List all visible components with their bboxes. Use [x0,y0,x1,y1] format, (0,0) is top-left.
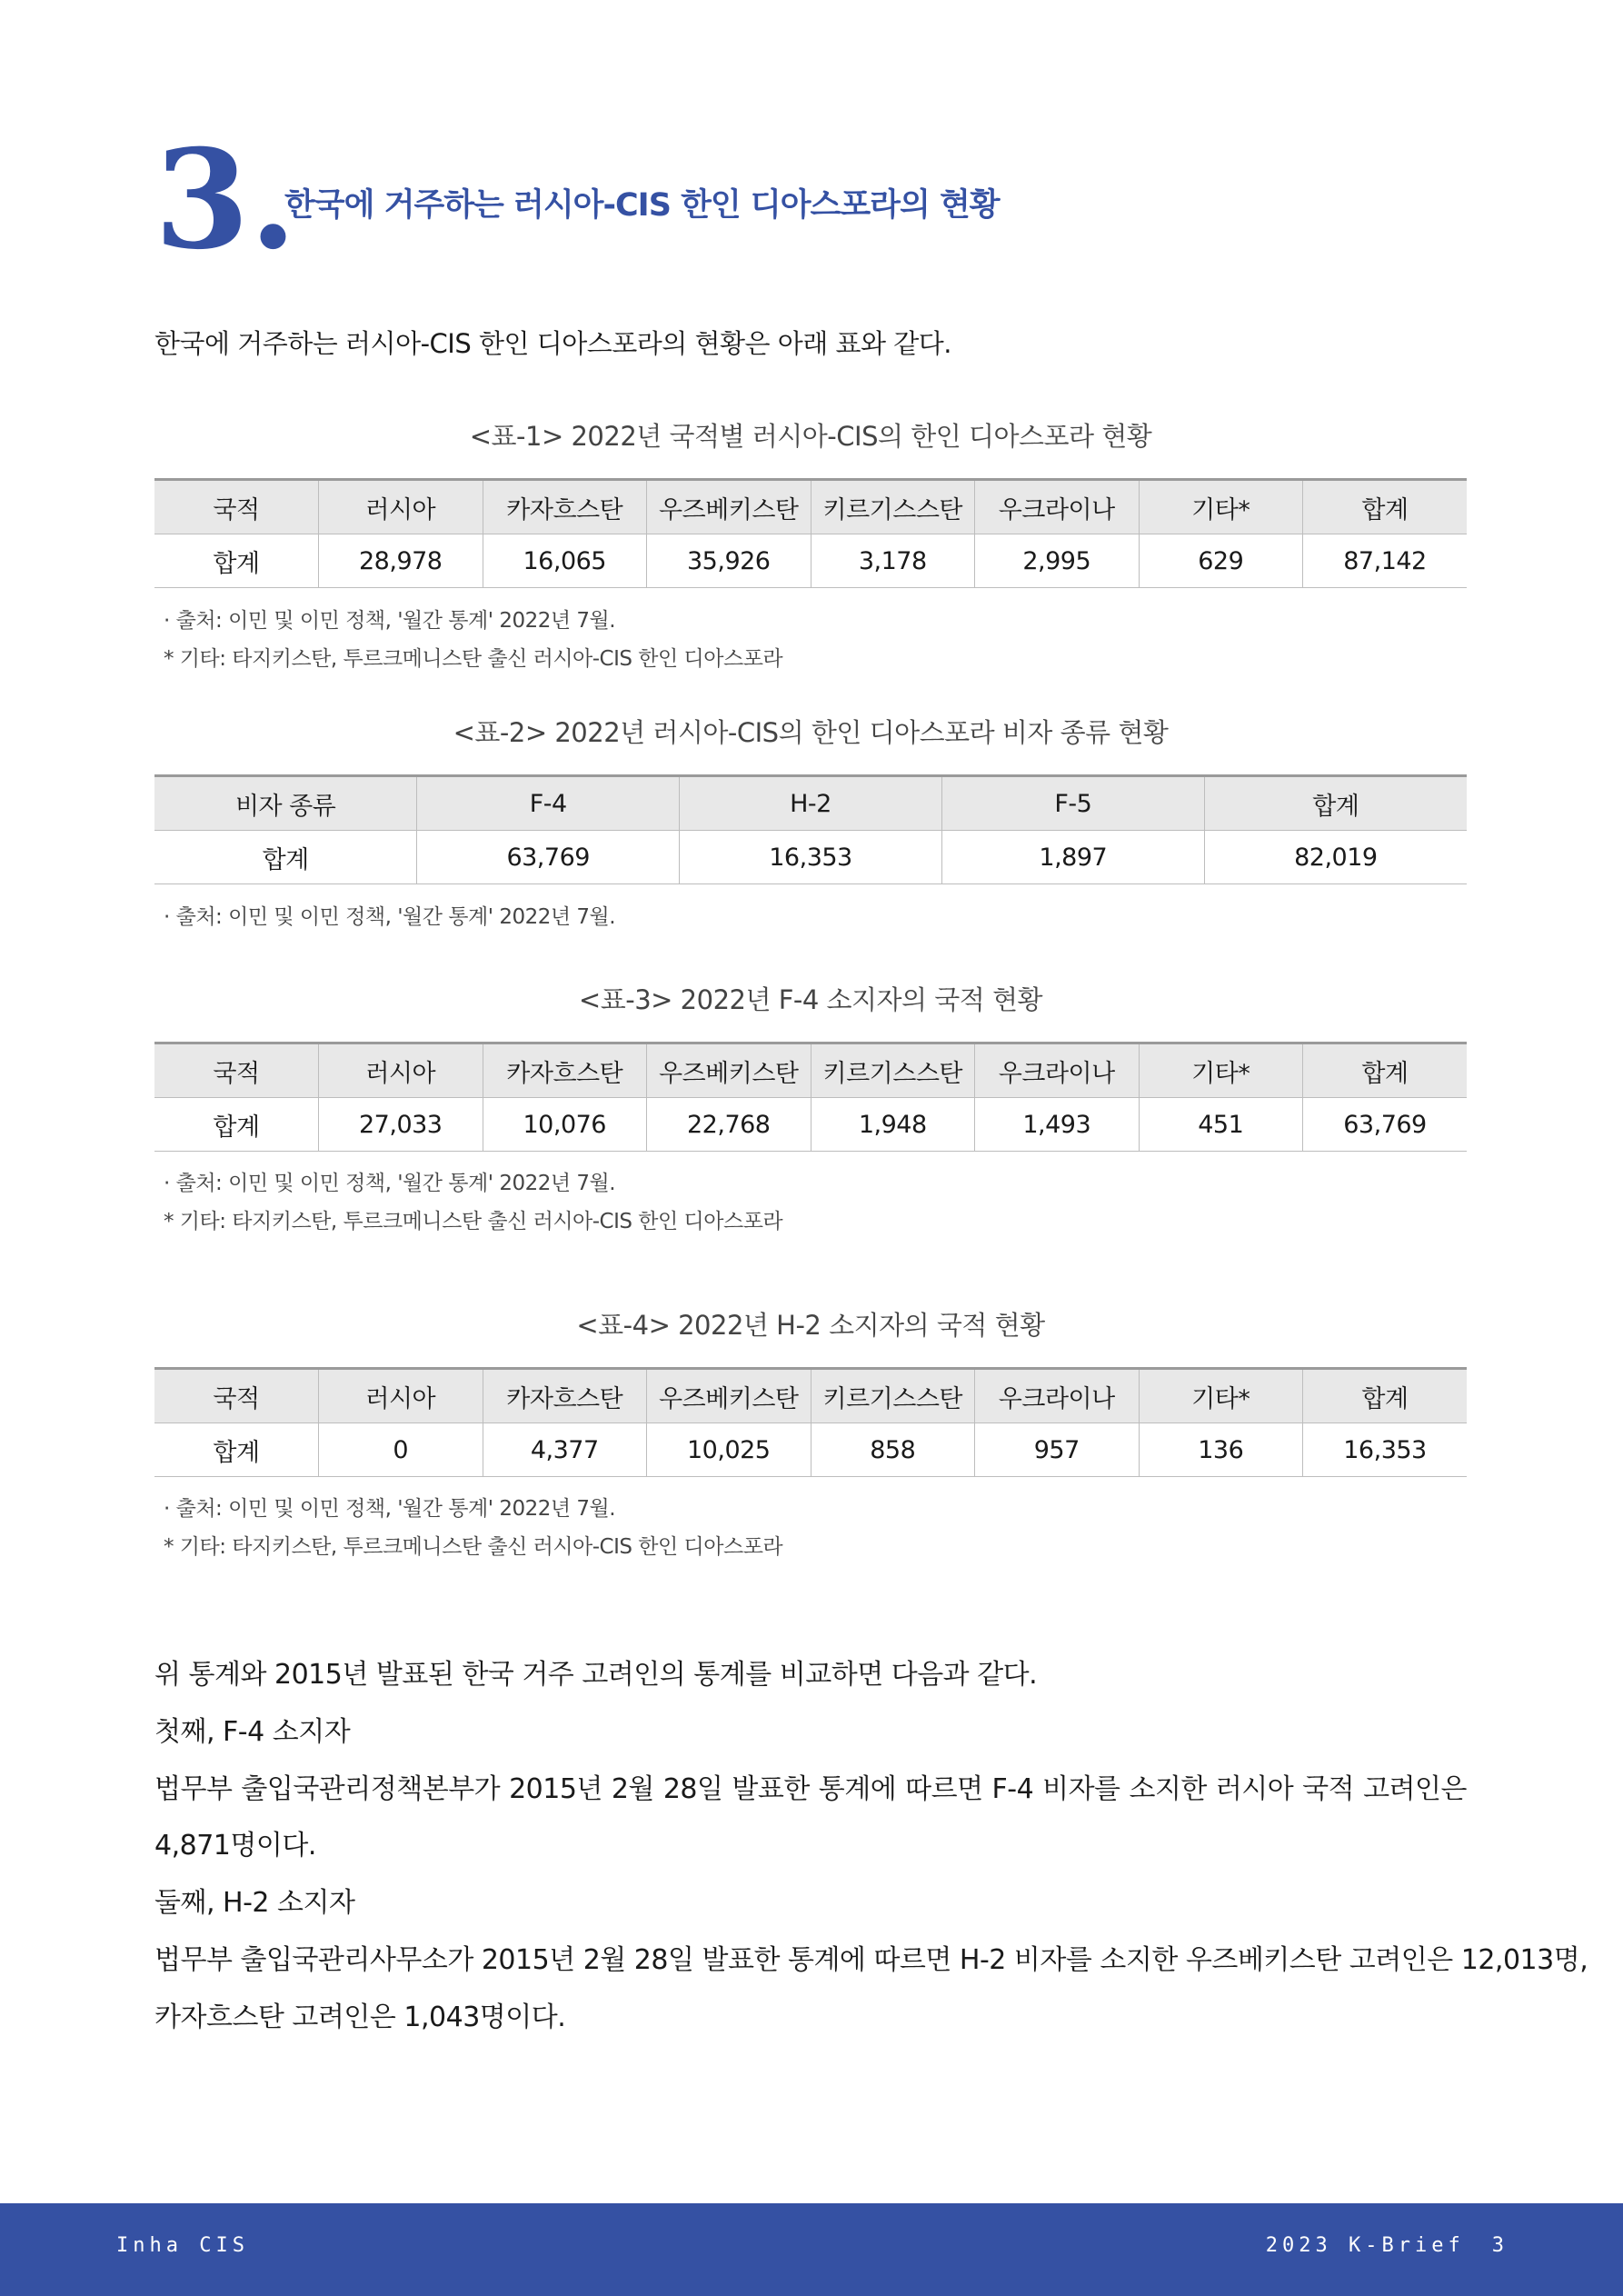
table-header-cell: 우크라이나 [975,480,1140,534]
first-point-text: 법무부 출입국관리정책본부가 2015년 2월 28일 발표한 통계에 따르면 F-4 비자를 소지한 러시아 국적 고려인은 [154,1773,1467,1805]
table-cell: 합계 [213,1438,260,1467]
table-cell: 16,353 [1303,1423,1468,1477]
table-header-cell: F-5 [941,776,1204,831]
footer-right [1266,2234,1508,2257]
table-header-cell: 러시아 [319,480,483,534]
table-header-cell: 기타* [1139,1369,1303,1423]
table-cell: 136 [1139,1423,1303,1477]
table-cell: 22,768 [647,1098,812,1152]
table-cell: 3,178 [811,534,975,588]
table-cell: 451 [1139,1098,1303,1152]
table-cell: 28,978 [319,534,483,588]
table-header-cell: 기타* [1139,480,1303,534]
table-4 [154,1367,1467,1477]
table-4-footnote: * 기타: 타지키스탄, 투르크메니스탄 출신 러시아-CIS 한인 디아스포라 [164,1535,783,1559]
table-header-cell: 키르기스스탄 [811,1043,975,1098]
table-header-row [154,776,1467,831]
page-number: 3 [1491,2234,1508,2257]
table-header-cell: 카자흐스탄 [483,1043,647,1098]
table-header-cell: 비자 종류 [154,776,417,831]
table-4-caption: <표-4> 2022년 H-2 소지자의 국적 현황 [576,1310,1045,1341]
table-cell: 1,897 [941,831,1204,884]
table-header-cell: 키르기스스탄 [811,480,975,534]
table-cell: 16,065 [483,534,647,588]
table-header-cell: 러시아 [319,1043,483,1098]
table-cell: 합계 [262,845,309,874]
table-cell: 10,025 [647,1423,812,1477]
table-header-cell: 합계 [1204,776,1467,831]
table-header-cell: 카자흐스탄 [483,480,647,534]
table-cell: 63,769 [417,831,680,884]
table-3-footnote: * 기타: 타지키스탄, 투르크메니스탄 출신 러시아-CIS 한인 디아스포라 [164,1210,783,1233]
table-3-caption: <표-3> 2022년 F-4 소지자의 국적 현황 [578,984,1043,1015]
table-header-cell: 국적 [154,480,319,534]
table-header-row [154,1043,1467,1098]
table-2-caption: <표-2> 2022년 러시아-CIS의 한인 디아스포라 비자 종류 현황 [453,717,1169,748]
table-header-row [154,1369,1467,1423]
table-header-cell: 우즈베키스탄 [647,480,812,534]
footer-publication: 2023 K-Brief [1265,2234,1465,2257]
table-1-footnote: * 기타: 타지키스탄, 투르크메니스탄 출신 러시아-CIS 한인 디아스포라 [164,647,783,671]
table-header-cell: 합계 [1303,480,1468,534]
table-header-cell: 우즈베키스탄 [647,1043,812,1098]
table-3-source-note: · 출처: 이민 및 이민 정책, '월간 통계' 2022년 7월. [164,1172,616,1195]
table-header-cell: H-2 [680,776,942,831]
table-cell: 63,769 [1303,1098,1468,1152]
table-header-cell: 러시아 [319,1369,483,1423]
table-cell: 35,926 [647,534,812,588]
section-number: 3. [154,120,297,280]
table-cell: 16,353 [680,831,942,884]
first-point-text-cont: 4,871명이다. [154,1830,316,1862]
table-cell: 858 [811,1423,975,1477]
table-header-cell: 키르기스스탄 [811,1369,975,1423]
table-4-source-note: · 출처: 이민 및 이민 정책, '월간 통계' 2022년 7월. [164,1497,616,1521]
table-cell: 27,033 [319,1098,483,1152]
table-row [154,534,1467,588]
second-point-heading: 둘째, H-2 소지자 [154,1887,355,1919]
table-row [154,831,1467,884]
table-cell: 1,493 [975,1098,1140,1152]
table-header-cell: 카자흐스탄 [483,1369,647,1423]
second-point-text: 법무부 출입국관리사무소가 2015년 2월 28일 발표한 통계에 따르면 H-2 비자를 소지한 우즈베키스탄 고려인은 12,013명, [154,1944,1588,1976]
table-header-row [154,480,1467,534]
table-row [154,1423,1467,1477]
table-cell: 629 [1139,534,1303,588]
table-2 [154,774,1467,884]
table-header-cell: 우즈베키스탄 [647,1369,812,1423]
table-1-source-note: · 출처: 이민 및 이민 정책, '월간 통계' 2022년 7월. [164,609,616,633]
table-header-cell: 국적 [154,1043,319,1098]
table-cell: 10,076 [483,1098,647,1152]
table-header-cell: 기타* [1139,1043,1303,1098]
table-header-cell: 합계 [1303,1369,1468,1423]
table-cell: 4,377 [483,1423,647,1477]
table-header-cell: 우크라이나 [975,1043,1140,1098]
comparison-paragraph: 위 통계와 2015년 발표된 한국 거주 고려인의 통계를 비교하면 다음과 같다. [154,1659,1038,1691]
table-row [154,1098,1467,1152]
table-header-cell: 국적 [154,1369,319,1423]
table-cell: 합계 [213,549,260,578]
table-header-cell: F-4 [417,776,680,831]
table-cell: 0 [319,1423,483,1477]
table-cell: 2,995 [975,534,1140,588]
table-1-caption: <표-1> 2022년 국적별 러시아-CIS의 한인 디아스포라 현황 [469,421,1152,452]
footer-publisher: Inha CIS [116,2234,249,2257]
table-cell: 82,019 [1204,831,1467,884]
table-1 [154,478,1467,588]
table-3 [154,1042,1467,1152]
table-2-source-note: · 출처: 이민 및 이민 정책, '월간 통계' 2022년 7월. [164,905,616,929]
table-cell: 1,948 [811,1098,975,1152]
table-header-cell: 우크라이나 [975,1369,1140,1423]
second-point-text-cont: 카자흐스탄 고려인은 1,043명이다. [154,2002,566,2033]
table-header-cell: 합계 [1303,1043,1468,1098]
table-cell: 합계 [213,1113,260,1142]
table-cell: 87,142 [1303,534,1468,588]
first-point-heading: 첫째, F-4 소지자 [154,1716,351,1748]
section-title: 한국에 거주하는 러시아-CIS 한인 디아스포라의 현황 [284,187,1000,224]
page-footer [0,2203,1623,2296]
table-cell: 957 [975,1423,1140,1477]
intro-paragraph: 한국에 거주하는 러시아-CIS 한인 디아스포라의 현황은 아래 표와 같다. [154,328,952,359]
